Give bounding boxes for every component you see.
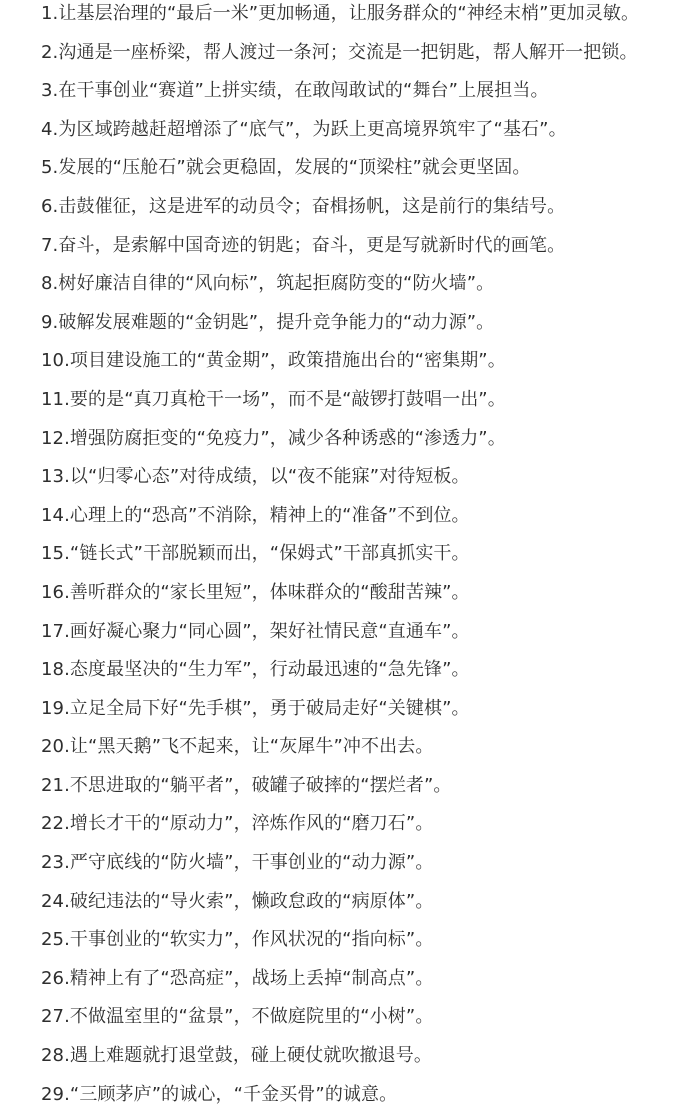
- list-item: 6.击鼓催征，这是进军的动员令；奋楫扬帆，这是前行的集结号。: [41, 195, 566, 217]
- list-item: 15.“链长式”干部脱颖而出，“保姆式”干部真抓实干。: [41, 543, 470, 565]
- list-item: 23.严守底线的“防火墙”，干事创业的“动力源”。: [41, 852, 434, 874]
- list-item: 17.画好凝心聚力“同心圆”，架好社情民意“直通车”。: [41, 620, 470, 642]
- list-item: 19.立足全局下好“先手棋”，勇于破局走好“关键棋”。: [41, 697, 470, 719]
- list-item: 16.善听群众的“家长里短”，体味群众的“酸甜苦辣”。: [41, 581, 470, 603]
- list-item: 22.增长才干的“原动力”，淬炼作风的“磨刀石”。: [41, 813, 434, 835]
- list-item: 26.精神上有了“恐高症”，战场上丢掉“制高点”。: [41, 967, 434, 989]
- list-item: 27.不做温室里的“盆景”，不做庭院里的“小树”。: [41, 1006, 434, 1028]
- list-item: 14.心理上的“恐高”不消除，精神上的“准备”不到位。: [41, 504, 470, 526]
- list-item: 28.遇上难题就打退堂鼓，碰上硬仗就吹撤退号。: [41, 1045, 432, 1067]
- list-item: 13.以“归零心态”对待成绩，以“夜不能寐”对待短板。: [41, 466, 470, 488]
- list-item: 12.增强防腐拒变的“免疫力”，减少各种诱惑的“渗透力”。: [41, 427, 506, 449]
- list-item: 9.破解发展难题的“金钥匙”，提升竞争能力的“动力源”。: [41, 311, 495, 333]
- list-item: 7.奋斗，是索解中国奇迹的钥匙；奋斗，更是写就新时代的画笔。: [41, 234, 566, 256]
- list-item: 10.项目建设施工的“黄金期”，政策措施出台的“密集期”。: [41, 350, 506, 372]
- list-item: 4.为区域跨越赶超增添了“底气”，为跃上更高境界筑牢了“基石”。: [41, 118, 567, 140]
- list-item: 2.沟通是一座桥梁，帮人渡过一条河；交流是一把钥匙，帮人解开一把锁。: [41, 41, 638, 63]
- list-item: 11.要的是“真刀真枪干一场”，而不是“敲锣打鼓唱一出”。: [41, 388, 506, 410]
- list-item: 8.树好廉洁自律的“风向标”，筑起拒腐防变的“防火墙”。: [41, 273, 495, 295]
- list-item: 29.“三顾茅庐”的诚心，“千金买骨”的诚意。: [41, 1083, 398, 1105]
- list-item: 3.在干事创业“赛道”上拼实绩，在敢闯敢试的“舞台”上展担当。: [41, 80, 549, 102]
- list-item: 21.不思进取的“躺平者”，破罐子破摔的“摆烂者”。: [41, 774, 452, 796]
- list-item: 5.发展的“压舱石”就会更稳固，发展的“顶梁柱”就会更坚固。: [41, 157, 531, 179]
- list-item: 24.破纪违法的“导火索”，懒政怠政的“病原体”。: [41, 890, 434, 912]
- list-item: 20.让“黑天鹅”飞不起来，让“灰犀牛”冲不出去。: [41, 736, 434, 758]
- list-item: 25.干事创业的“软实力”，作风状况的“指向标”。: [41, 929, 434, 951]
- phrase-list: [41, 1, 693, 1120]
- list-item: 1.让基层治理的“最后一米”更加畅通，让服务群众的“神经末梢”更加灵敏。: [41, 3, 640, 24]
- list-item: 18.态度最坚决的“生力军”，行动最迅速的“急先锋”。: [41, 659, 470, 681]
